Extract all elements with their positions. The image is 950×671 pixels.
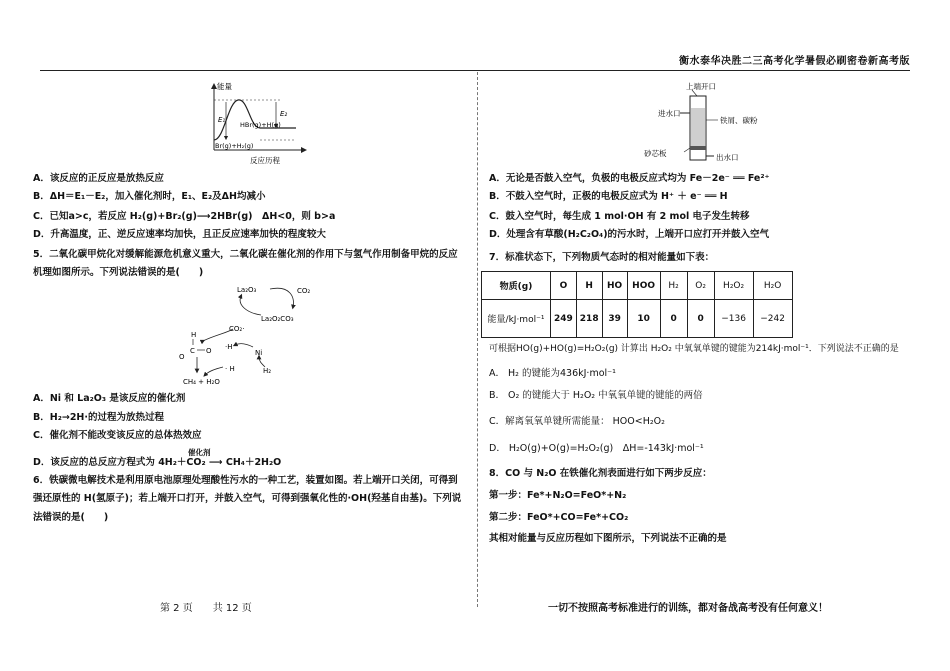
table-value-cell: 218 bbox=[576, 300, 602, 338]
q7-option-d: D． H₂O(g)+O(g)=H₂O₂(g) ΔH=-143kJ·mol⁻¹ bbox=[489, 443, 704, 454]
q7-option-a: A． H₂ 的键能为436kJ·mol⁻¹ bbox=[489, 368, 616, 379]
sand-core-plate bbox=[690, 146, 706, 150]
energy-table-value-row bbox=[482, 300, 793, 338]
q7-stem: 7．标准状态下，下列物质气态时的相对能量如下表： bbox=[489, 252, 715, 263]
table-header-cell: O bbox=[551, 272, 577, 300]
column-divider bbox=[477, 72, 478, 607]
q5-option-d: D．该反应的总反应方程式为 4H₂＋CO₂ ⟶ CH₄＋2H₂O bbox=[33, 457, 282, 468]
q8-step-1: 第一步：Fe*+N₂O=FeO*+N₂ bbox=[489, 490, 627, 501]
q6-stem-line-3: 法错误的是( ) bbox=[33, 512, 109, 523]
energy-table-header-row bbox=[482, 272, 793, 300]
q7-option-b: B． O₂ 的键能大于 H₂O₂ 中氧氧单键的键能的两倍 bbox=[489, 390, 703, 401]
q4-option-c: C．已知a>c，若反应 H₂(g)+Br₂(g)⟶2HBr(g) ΔH<0，则 b>a bbox=[33, 211, 336, 222]
table-value-cell: 10 bbox=[627, 300, 660, 338]
table-header-cell: HO bbox=[602, 272, 627, 300]
table-header-cell: HOO bbox=[627, 272, 660, 300]
h-radical-label-2: · H bbox=[225, 365, 235, 373]
q4-option-b: B．ΔH＝E₁－E₂，加入催化剂时，E₁、E₂及ΔH均减小 bbox=[33, 191, 266, 202]
la2o3-label: La₂O₃ bbox=[237, 286, 257, 294]
q6-option-d: D．处理含有草酸(H₂C₂O₄)的污水时，上端开口应打开并鼓入空气 bbox=[489, 229, 770, 240]
la2o2co3-label: La₂O₂CO₃ bbox=[261, 315, 294, 323]
table-header-cell: H bbox=[576, 272, 602, 300]
energy-table bbox=[481, 271, 793, 338]
table-value-cell: −242 bbox=[753, 300, 792, 338]
table-value-cell: 0 bbox=[660, 300, 687, 338]
table-header-cell: H₂ bbox=[660, 272, 687, 300]
mech-carbon: C bbox=[190, 347, 195, 355]
e2-label: E₂ bbox=[280, 110, 288, 118]
q5-option-c: C．催化剂不能改变该反应的总体热效应 bbox=[33, 430, 202, 441]
table-header-cell: 物质(g) bbox=[482, 272, 551, 300]
q4-option-a: A．该反应的正反应是放热反应 bbox=[33, 173, 164, 184]
e1-label: E₁ bbox=[218, 116, 226, 124]
footer-slogan: 一切不按照高考标准进行的训练，都对备战高考没有任何意义！ bbox=[548, 603, 828, 614]
q8-stem: 8．CO 与 N₂O 在铁催化剂表面进行如下两步反应： bbox=[489, 468, 712, 479]
q8-text: 其相对能量与反应历程如下图所示，下列说法不正确的是 bbox=[489, 533, 727, 544]
page-header-title: 衡水泰华决胜二三高考化学暑假必刷密卷新高考版 bbox=[679, 56, 910, 67]
h-radical-label: ·H bbox=[225, 343, 233, 351]
filler-label: 铁屑、碳粉 bbox=[720, 116, 758, 125]
energy-axis-label: 能量 bbox=[217, 82, 232, 91]
h2-label: H₂ bbox=[263, 367, 272, 375]
q6-option-c: C．鼓入空气时，每生成 1 mol·OH 有 2 mol 电子发生转移 bbox=[489, 211, 750, 222]
q6-stem-line-1: 6．铁碳微电解技术是利用原电池原理处理酸性污水的一种工艺，装置如图。若上端开口关闭，可得到 bbox=[33, 475, 458, 486]
table-value-cell: 39 bbox=[602, 300, 627, 338]
q4-option-d: D．升高温度，正、逆反应速率均加快，且正反应速率加快的程度较大 bbox=[33, 229, 326, 240]
products-label: CH₄ + H₂O bbox=[183, 378, 220, 386]
q6-option-a: A．无论是否鼓入空气，负极的电极反应式均为 Fe－2e⁻ ══ Fe²⁺ bbox=[489, 173, 770, 184]
table-value-cell: 0 bbox=[687, 300, 714, 338]
q5-stem-line-1: 5．二氧化碳甲烷化对缓解能源危机意义重大，二氧化碳在催化剂的作用下与氢气作用制备甲烷的反应 bbox=[33, 249, 458, 260]
table-value-cell: −136 bbox=[714, 300, 753, 338]
energy-profile-figure bbox=[200, 80, 310, 166]
table-value-cell: 249 bbox=[551, 300, 577, 338]
q5-catalyst-label: 催化剂 bbox=[188, 448, 211, 457]
sand-plate-label: 砂芯板 bbox=[644, 149, 667, 158]
q8-step-2: 第二步：FeO*+CO=Fe*+CO₂ bbox=[489, 512, 629, 523]
water-inlet-label: 进水口 bbox=[658, 109, 681, 118]
mech-oxygen-2: O bbox=[206, 347, 212, 355]
q5-stem-line-2: 机理如图所示。下列说法错误的是( ) bbox=[33, 267, 204, 278]
ni-label: Ni bbox=[255, 349, 263, 357]
q6-stem-line-2: 强还原性的 H(氢原子)；若上端开口打开，并鼓入空气，可得到强氧化性的·OH(羟基自由基)。下列说 bbox=[33, 493, 462, 504]
co2-top-label: CO₂ bbox=[297, 287, 311, 295]
q7-option-c: C．解离氧氧单键所需能量： HOO<H₂O₂ bbox=[489, 416, 665, 427]
mechanism-figure bbox=[175, 283, 335, 388]
reactant-label: Br(g)+H₂(g) bbox=[215, 142, 254, 150]
table-row-label: 能量/kJ·mol⁻¹ bbox=[482, 300, 551, 338]
table-header-cell: O₂ bbox=[687, 272, 714, 300]
q5-option-b: B．H₂→2H·的过程为放热过程 bbox=[33, 412, 164, 423]
co2-radical-label: CO₂· bbox=[229, 325, 245, 333]
q6-option-b: B．不鼓入空气时，正极的电极反应式为 H⁺ ＋ e⁻ ══ H bbox=[489, 191, 728, 202]
header-rule bbox=[40, 70, 910, 71]
top-opening-label: 上端开口 bbox=[686, 82, 716, 91]
mech-oxygen: O bbox=[179, 353, 185, 361]
table-header-cell: H₂O₂ bbox=[714, 272, 753, 300]
table-header-cell: H₂O bbox=[753, 272, 792, 300]
device-figure bbox=[640, 80, 780, 168]
page-number: 第 2 页 共 12 页 bbox=[160, 603, 252, 614]
mech-h-top: H bbox=[191, 331, 197, 339]
q7-text: 可根据HO(g)+HO(g)=H₂O₂(g) 计算出 H₂O₂ 中氧氧单键的键能为214kJ·mol⁻¹．下列说法不正确的是 bbox=[489, 344, 899, 354]
water-outlet-label: 出水口 bbox=[716, 153, 739, 162]
iron-carbon-fill bbox=[691, 108, 705, 146]
reaction-path-label: 反应历程 bbox=[250, 156, 280, 165]
product-label: HBr(g)+H(g) bbox=[240, 121, 281, 129]
q5-option-a: A．Ni 和 La₂O₃ 是该反应的催化剂 bbox=[33, 393, 186, 404]
